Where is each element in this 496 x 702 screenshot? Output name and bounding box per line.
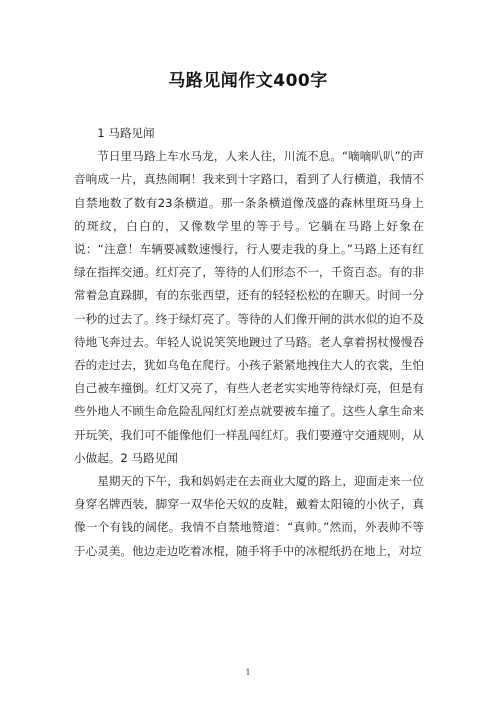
paragraph-2: 星期天的下午，我和妈妈走在去商业大厦的路上，迎面走来一位身穿名牌西装，脚穿一双华伦天奴的皮鞋，戴着太阳镜的小伙子，真像一个有钱的阔佬。我情不自禁地赞道：“真帅。”然而，外表帅不等于心灵美。他边走边吃着冰棍，随手将手中的冰棍纸扔在地上，对垃 xyxy=(74,474,424,558)
document-body xyxy=(74,122,424,563)
paragraph-1: 节日里马路上车水马龙，人来人往，川流不息。“嘀嘀叭叭”的声音响成一片，真热闹啊！我来到十字路口，看到了人行横道，我情不自禁地数了数有23条横道。那一条条横道像茂盛的森林里斑马身上的斑纹，白白的，又像数学里的等于号。它躺在马路上好象在说：“注意！车辆要减数速慢行，行人要走我的身上。”马路上还有红绿在指挥交通。红灯亮了，等待的人们形态不一，千资百态。有的非常着急直跺脚，有的东张西望，还有的轻轻松松的在聊天。时间一分一秒的过去了。终于绿灯亮了。等待的人们像开闸的洪水似的迫不及待地飞奔过去。年轻人说说笑笑地踱过了马路。老人拿着拐杖慢慢吞吞的走过去，犹如乌龟在爬行。小孩子紧紧地拽住大人的衣裳，生怕自己被车撞倒。红灯又亮了，有些人老老实实地等待绿灯亮，但是有些外地人不顾生命危险乱闯红灯差点就要被车撞了。这些人拿生命来开玩笑，我们可不能像他们一样乱闯红灯。我们要遵守交通规则，从小做起。2 马路见闻 xyxy=(74,149,424,465)
paragraph-heading-1: 1 马路见闻 xyxy=(97,126,155,140)
page-number: 1 xyxy=(245,668,251,677)
document-title: 马路见闻作文400字 xyxy=(168,71,328,91)
